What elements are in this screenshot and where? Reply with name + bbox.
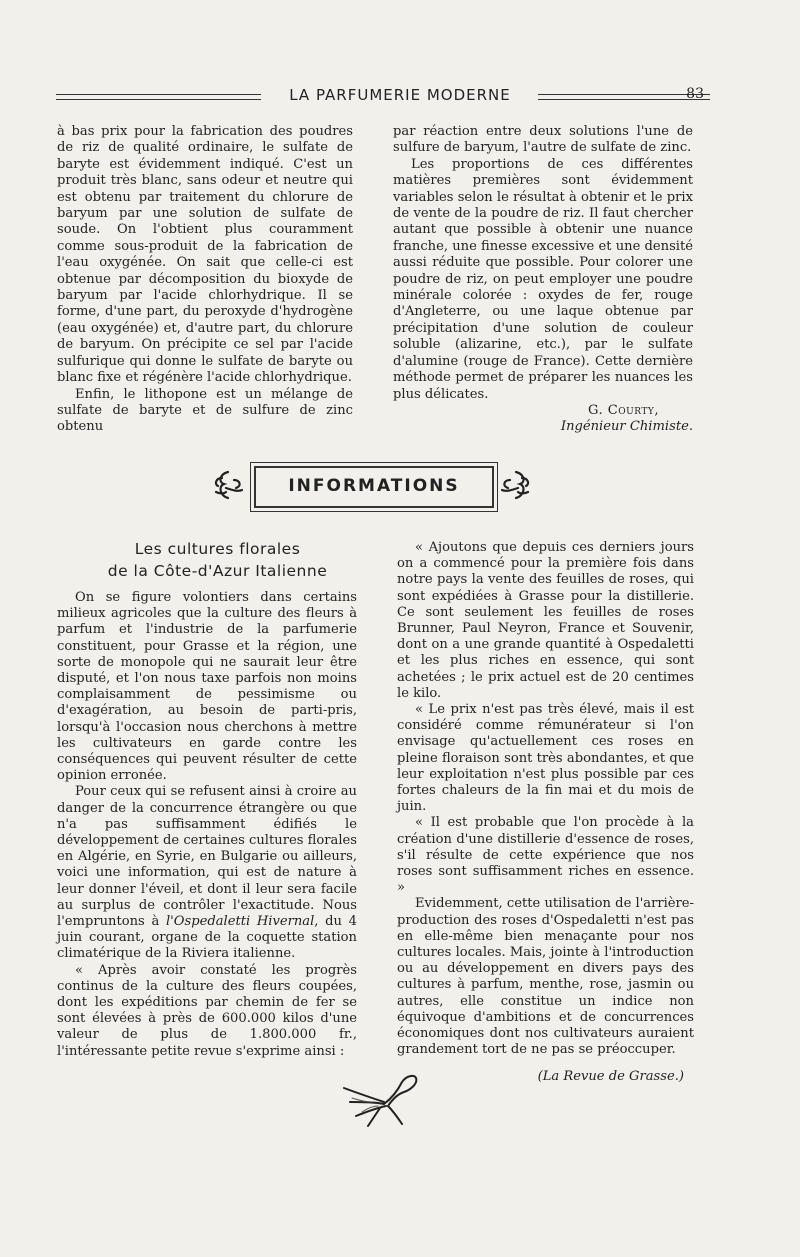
floral-ornament-icon xyxy=(212,468,244,504)
text-run: Pour ceux qui se refusent ainsi à croire au danger de la concurrence étrangère ou que n'a pas suffisamment édifiés le développement de certaines cultures florales en Algérie, en Syrie, en Bulgarie ou ailleurs, voici une information, qui est de nature à leur donner l'éveil, et dont il leur sera facile au surplus de contrôler l'exactitude. Nous l'empruntons à xyxy=(57,784,357,930)
page-number: 83 xyxy=(686,86,704,102)
paragraph: « Le prix n'est pas très élevé, mais il est considéré comme rémunérateur si l'on envisage qu'actuellement ces roses en pleine floraison sont très abondantes, et que leur exploitation n'est plus possible par ces fortes chaleurs de la fin mai et du mois de juin. xyxy=(397,702,694,815)
article-left-column xyxy=(57,590,357,1060)
dragonfly-flower-vignette-icon xyxy=(332,1068,432,1130)
paragraph: Enfin, le lithopone est un mélange de sulfate de baryte et de sulfure de zinc obtenu xyxy=(57,386,353,435)
source-citation: (La Revue de Grasse.) xyxy=(537,1068,684,1084)
paragraph: « Il est probable que l'on procède à la création d'une distillerie d'essence de roses, s'il résulte de cette expérience que nos roses sont suffisamment riches en essence. » xyxy=(397,815,694,896)
paragraph: « Ajoutons que depuis ces derniers jours on a commencé pour la première fois dans notre pays la vente des feuilles de roses, qui sont expédiées à Grasse pour la distillerie. Ce sont seulement les feuilles de roses Brunner, Paul Neyron, France et Souvenir, dont on a une grande quantité à Ospedaletti et les plus riches en essence, qui sont achetées ; le prix actuel est de 20 centimes le kilo. xyxy=(397,540,694,701)
journal-title: LA PARFUMERIE MODERNE xyxy=(289,86,511,104)
author-role: Ingénieur Chimiste. xyxy=(560,419,693,435)
paragraph: par réaction entre deux solutions l'une de sulfure de baryum, l'autre de sulfate de zinc. xyxy=(393,124,693,156)
paragraph: à bas prix pour la fabrication des poudres de riz de qualité ordinaire, le sulfate de baryte est évidemment indiqué. C'est un produit très blanc, sans odeur et neutre qui est obtenu par traitement du chlorure de baryum par une solution de sulfate de soude. On l'obtient plus couramment comme sous-produit de la fabrication de l'eau oxygénée. On sait que celle-ci est obtenue par décomposition du bioxyde de baryum par l'acide chlorhydrique. Il se forme, d'une part, du peroxyde d'hydrogène (eau oxygénée) et, d'autre part, du chlorure de baryum. On précipite ce sel par l'acide sulfurique qui donne le sulfate de baryte ou blanc fixe et régénère l'acide chlorhydrique. xyxy=(57,124,353,386)
paragraph: Les proportions de ces différentes matières premières sont évidemment variables selon le résultat à obtenir et le prix de vente de la poudre de riz. Il faut chercher autant que possible à obtenir une nuance franche, une finesse excessive et une densité aussi réduite que possible. Pour colorer une poudre de riz, on peut employer une poudre minérale colorée : oxydes de fer, rouge d'Angleterre, ou une laque obtenue par précipitation d'une solution de couleur soluble (alizarine, etc.), par le sulfate d'alumine (rouge de France). Cette dernière méthode permet de préparer les nuances les plus délicates. xyxy=(393,156,693,402)
paragraph: « Après avoir constaté les progrès continus de la culture des fleurs coupées, dont les expéditions par chemin de fer se sont élevées à près de 600.000 kilos d'une valeur de plus de 1.800.000 fr., l'intéressante petite revue s'exprime ainsi : xyxy=(57,962,357,1059)
paragraph: On se figure volontiers dans certains milieux agricoles que la culture des fleurs à parfum et l'industrie de la parfumerie constituent, pour Grasse et la région, une sorte de monopole qui ne saurait leur être disputé, et l'on nous taxe parfois non moins complaisamment de pessimisme ou d'exagération, au besoin de parti-pris, lorsqu'à l'occasion nous cherchons à mettre les cultivateurs en garde contre les conséquences qui peuvent résulter de cette opinion erronée. xyxy=(57,590,357,784)
article-heading-line: Les cultures florales xyxy=(134,540,301,558)
paragraph: Evidemment, cette utilisation de l'arrière-production des roses d'Ospedaletti n'est pas en elle-même bien menaçante pour nos cultures locales. Mais, jointe à l'introduction ou au développement en divers pays des cultures à parfum, menthe, rose, jasmin ou autres, elle constitue un indice non équivoque d'ambitions et de concurrences économiques dont nos cultivateurs auraient grandement tort de ne pas se préoccuper. xyxy=(397,896,694,1058)
top-right-column xyxy=(393,124,693,436)
article-right-column xyxy=(397,540,694,1085)
text-run: , du 4 juin courant, organe de la coquette station climatérique de la Riviera italienne. xyxy=(57,914,357,962)
section-banner xyxy=(218,462,538,514)
article-heading-line: de la Côte-d'Azur Italienne xyxy=(107,562,328,580)
author-name: G. Courty, xyxy=(587,402,659,418)
signature xyxy=(393,403,693,436)
article-heading xyxy=(90,538,345,582)
header-rule-right xyxy=(538,94,710,100)
top-left-column xyxy=(57,124,353,436)
header-rule-left xyxy=(56,94,261,100)
publication-name: l'Ospedaletti Hivernal xyxy=(165,914,315,930)
running-header xyxy=(56,86,704,108)
section-title: INFORMATIONS xyxy=(288,476,460,496)
floral-ornament-icon xyxy=(500,468,532,504)
paragraph xyxy=(57,784,357,962)
